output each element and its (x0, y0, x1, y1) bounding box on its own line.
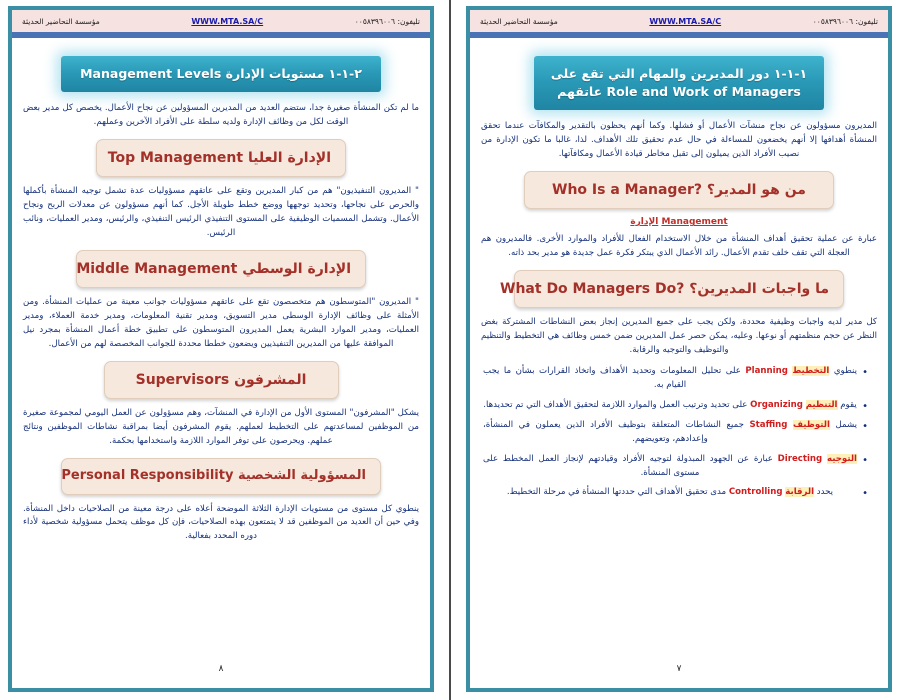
management-definition-body: عبارة عن عملية تحقيق أهداف المنشأة من خلال الاستخدام الفعال للأفراد والموارد الأخرى. فالمديرون هم العجلة التي تقف خلف تقدم الأعمال. رائد الأعمال الذي يبتكر فكرة عمل جديدة هو مدير بحد ذاته. (481, 234, 877, 259)
page-left-body (470, 38, 888, 688)
pill-text-middle-management (76, 260, 351, 278)
right-title-line (73, 65, 369, 83)
right-title-arabic: ٢-١-١ مستويات الإدارة (225, 66, 362, 81)
fn-rest-3: عبارة عن الجهود المبذولة لتوجيه الأفراد وقيادتهم لإنجاز العمل المخطط على مستوى المنشأة. (483, 453, 773, 478)
who-arabic: من هو المدير؟ (706, 182, 806, 199)
fn-lead-2: يشمل (835, 419, 858, 430)
page-right (0, 0, 440, 700)
top-management-body: " المديرون التنفيذيون" هم من كبار المديرين وتقع على عاتقهم مسؤوليات عدة تشمل توجيه المنشأة بأكملها والحرص على نجاحها، وتحديد توجهها ووضع خطط طويلة الأجل. كما أنهم مسؤولون عن معدلات الربح ونجاح الأعمال. وتشمل المسميات الوظيفية على المستوى التنفيذي الرئيس التنفيذي، والرئيس، ومدير العمليات، ونائب الرئيس. (23, 186, 419, 238)
right-title-english: Management Levels (80, 66, 222, 81)
page-spine-divider (449, 0, 451, 700)
left-title-english: Role and Work of Managers (606, 84, 801, 100)
management-functions-list (483, 365, 871, 500)
fn-keyword-ar-0: التخطيط (792, 366, 830, 376)
list-item (483, 453, 857, 481)
pill-text-personal-responsibility (61, 467, 366, 485)
header-website-link[interactable]: WWW.MTA.SA/C (191, 16, 264, 26)
top-management-arabic: الإدارة العليا (247, 149, 331, 166)
fn-rest-0: على تحليل المعلومات وتحديد الأهداف واتخاذ القرارات بشأن ما يجب القيام به. (483, 366, 741, 390)
fn-rest-4: مدى تحقيق الأهداف التي حددتها المنشأة في مرحلة التخطيط. (506, 487, 727, 498)
who-english: Who Is a Manager? (552, 182, 702, 199)
section-header-personal-responsibility (61, 458, 381, 495)
personal-responsibility-body: ينطوي كل مستوى من مستويات الإدارة الثلاثة الموضحة أعلاه على درجة معينة من الصلاحيات داخل المنشأة. وفي حين أن العديد من الموظفين قد لا يتمتعون بهذه الصلاحيات، فإن كل موظف يتحمل مسؤولية شخصية لأداء دوره المحدد بفعالية. (23, 503, 419, 542)
page-left-header-band (470, 10, 888, 32)
personal-responsibility-english: Personal Responsibility (61, 467, 234, 483)
page-left-frame (466, 6, 892, 692)
page-left (460, 0, 900, 700)
section-header-middle-management (76, 250, 366, 288)
middle-management-body: " المديرون "المتوسطون هم متخصصون تقع على عاتقهم مسؤوليات جوانب معينة من عمليات المنشأة. ومن الأمثلة على وظائف الإدارة الوسطى مدير التسويق، ومدير تقنية المعلومات، ومدير خدمة العملاء، ومدير العمليات، ومدير الموارد البشرية يعمل المديرون المتوسطون على تطبيق خطة أعمال المنشأة بمجرد نيل الموافقة عليها من المديرين التنفيذيين ويضعون خططا محددة للجوانب المخصصة لهم من الأعمال. (23, 297, 419, 349)
supervisors-english: Supervisors (135, 371, 230, 388)
fn-keyword-ar-4: الرقابة (785, 487, 815, 498)
page-right-body (12, 38, 430, 688)
middle-management-arabic: الإدارة الوسطي (242, 260, 351, 277)
left-title-line-2 (546, 83, 812, 101)
page-right-header-band (12, 10, 430, 32)
left-intro-paragraph: المديرون مسؤولون عن نجاح منشآت الأعمال أو فشلها. وكما أنهم يحظون بالتقدير والمكافآت عندما تحقق المنشأة أهدافها إلا أنهم يخضعون للمساءلة في حال عدم تحقيق تلك الأهداف. لذا، غالبا ما تكون الإدارة من نصيب الأفراد الذين يميلون إلى تقبل مخاطر قيادة الأعمال ومكافآتها. (481, 121, 877, 160)
fn-keyword-en-0: Planning (745, 366, 788, 376)
header-organization: مؤسسة التحاضير الحديثة (22, 16, 100, 26)
fn-keyword-en-2: Staffing (749, 419, 788, 430)
pill-text-supervisors (119, 371, 324, 389)
pill-text-who (539, 181, 819, 199)
supervisors-body: يشكل "المشرفون" المستوى الأول من الإدارة في المنشآت، وهم مسؤولون عن العمل اليومي لمجموعة صغيرة من الموظفين لمساعدتهم على التخطيط لعملهم. يقوم المشرفون أيضا بمراقبة نشاطات الموظفين ونتائج عملهم. ويحرصون على توفر الموارد اللازمة واستخدامها بحكمة. (23, 407, 419, 446)
management-definition-heading (481, 217, 877, 227)
right-title-box (61, 56, 381, 92)
list-item (483, 399, 857, 413)
personal-responsibility-arabic: المسؤولية الشخصية (237, 467, 366, 483)
list-item (483, 486, 857, 500)
header-website-link[interactable]: WWW.MTA.SA/C (649, 16, 722, 26)
management-term-english: Management (661, 217, 728, 228)
section-header-who-is-a-manager (524, 171, 834, 209)
fn-rest-1: على تحديد وترتيب العمل والموارد اللازمة لتحقيق الأهداف التي تم تحديدها. (483, 399, 748, 410)
pill-text-top-management (107, 149, 331, 167)
page-number-left: ٧ (676, 664, 682, 674)
what-english: What Do Managers Do? (500, 281, 685, 298)
header-phone: تليفون: ٠٠٥٨٣٩٦٠٠٦ (812, 16, 878, 26)
middle-management-english: Middle Management (76, 260, 238, 277)
what-arabic: ما واجبات المديرين؟ (689, 281, 829, 298)
right-intro-paragraph: ما لم تكن المنشأة صغيرة جدا، ستضم العديد من المديرين المسؤولين عن نجاح الأعمال. يخصص كل مدير بعض الوقت لكل من وظائف الإدارة ولديه سلطة على الأفراد الآخرين وعملهم. (23, 103, 419, 128)
section-header-supervisors (104, 361, 339, 399)
fn-lead-1: يقوم (840, 399, 857, 410)
supervisors-arabic: المشرفون (234, 371, 307, 388)
left-title-line-1: ١-١-١ دور المديرين والمهام التي تقع على (550, 66, 808, 81)
header-organization: مؤسسة التحاضير الحديثة (480, 16, 558, 26)
management-term-arabic: الإدارة (630, 217, 659, 228)
top-management-english: Top Management (107, 149, 244, 166)
page-right-frame (8, 6, 434, 692)
fn-keyword-en-3: Directing (777, 453, 823, 464)
fn-lead-4: يحدد (816, 487, 834, 498)
section-header-what-do-managers-do (500, 270, 844, 308)
functions-intro-paragraph: كل مدير لديه واجبات وظيفية محددة، ولكن يجب على جميع المديرين إنجاز بعض النشاطات المشتركة بغض النظر عن حجم منظمتهم أو نوعها. وعليه، يمكن حصر عمل المديرين ضمن خمس وظائف هي التخطيط والتنظيم والتوظيف والتوجيه والرقابة. (481, 317, 877, 356)
fn-lead-0: ينطوي (833, 366, 858, 376)
fn-rest-2: جميع النشاطات المتعلقة بتوظيف الأفراد الذين يعملون في المنشأة، وإعدادهم، وتعويضهم. (483, 419, 744, 444)
section-header-top-management (96, 139, 346, 177)
pill-text-what (500, 280, 829, 298)
list-item (483, 365, 857, 393)
list-item (483, 419, 857, 447)
fn-keyword-ar-2: التوظيف (793, 419, 830, 430)
page-number-right: ٨ (218, 664, 224, 674)
fn-keyword-en-1: Organizing (750, 399, 803, 410)
left-title-arabic-tail: عاتقهم (557, 84, 603, 100)
fn-keyword-ar-3: التوجيه (827, 453, 857, 464)
left-title-box (534, 56, 824, 110)
header-phone: تليفون: ٠٠٥٨٣٩٦٠٠٦ (354, 16, 420, 26)
fn-keyword-en-4: Controlling (728, 487, 783, 498)
fn-keyword-ar-1: التنظيم (805, 399, 838, 410)
